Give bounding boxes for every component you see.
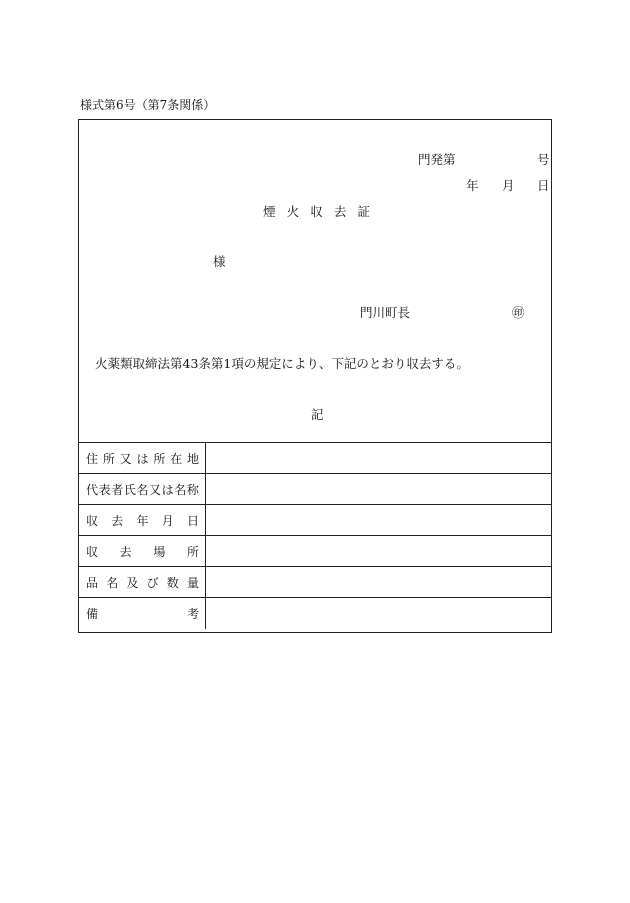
- date-year-label: 年: [466, 178, 479, 193]
- row-label-seizure-date: [79, 505, 206, 535]
- label-char: 所: [186, 544, 199, 559]
- label-char: 考: [186, 607, 199, 621]
- label-char: 量: [186, 575, 199, 590]
- certificate-header-section: [79, 120, 551, 442]
- details-table: [79, 442, 551, 629]
- label-char: 氏: [123, 482, 136, 497]
- form-number: 様式第6号（第7条関係）: [80, 98, 216, 112]
- body-text: 火薬類取締法第43条第1項の規定により、下記のとおり収去する。: [95, 356, 469, 371]
- title-char: 去: [333, 204, 347, 219]
- label-char: 表: [98, 482, 111, 497]
- row-value-item-quantity[interactable]: [206, 567, 551, 597]
- row-label-representative: [79, 474, 206, 504]
- label-char: 在: [170, 451, 183, 466]
- title-char: 証: [357, 204, 370, 219]
- doc-number-suffix: 号: [537, 152, 550, 167]
- date-day-label: 日: [537, 178, 550, 193]
- label-char: 備: [86, 607, 99, 621]
- row-value-address[interactable]: [206, 443, 551, 473]
- addressee-suffix: 様: [213, 254, 226, 269]
- label-char: 名: [106, 575, 119, 590]
- label-char: 住: [86, 451, 99, 466]
- row-value-representative[interactable]: [206, 474, 551, 504]
- table-row: [79, 505, 551, 536]
- row-value-seizure-place[interactable]: [206, 536, 551, 566]
- label-char: 者: [111, 482, 124, 497]
- row-value-seizure-date[interactable]: [206, 505, 551, 535]
- row-value-remarks[interactable]: [206, 598, 551, 629]
- label-char: 去: [111, 513, 124, 528]
- date-month-label: 月: [502, 178, 515, 193]
- label-char: 代: [86, 482, 99, 497]
- certificate-frame: [78, 119, 552, 633]
- issuer-name: 門川町長: [360, 305, 411, 320]
- table-row: [79, 443, 551, 474]
- label-char: び: [146, 575, 159, 590]
- label-char: 去: [119, 544, 132, 559]
- label-char: 収: [86, 544, 99, 559]
- certificate-title: [263, 202, 370, 220]
- label-char: 月: [161, 513, 174, 528]
- label-char: は: [161, 482, 174, 497]
- row-label-item-quantity: [79, 567, 206, 597]
- label-char: 地: [186, 451, 199, 466]
- label-char: 又: [149, 482, 162, 497]
- label-char: 場: [153, 544, 166, 559]
- label-char: 日: [186, 513, 199, 528]
- label-char: 名: [136, 482, 149, 497]
- row-label-address: [79, 443, 206, 473]
- table-row: [79, 474, 551, 505]
- seal-mark: ㊞: [512, 305, 525, 320]
- title-char: 収: [310, 204, 323, 219]
- table-row: [79, 567, 551, 598]
- title-char: 火: [286, 204, 300, 219]
- label-char: 年: [136, 513, 149, 528]
- label-char: 収: [86, 513, 99, 528]
- doc-number-prefix: 門発第: [418, 152, 456, 167]
- table-row: [79, 598, 551, 629]
- row-label-seizure-place: [79, 536, 206, 566]
- label-char: は: [136, 451, 149, 466]
- table-row: [79, 536, 551, 567]
- label-char: 品: [86, 575, 99, 590]
- ki-label: 記: [311, 407, 324, 422]
- label-char: 又: [119, 451, 132, 466]
- label-char: 名: [174, 482, 187, 497]
- label-char: 所: [153, 451, 166, 466]
- label-char: 及: [126, 575, 139, 590]
- label-char: 数: [166, 575, 179, 590]
- label-char: 所: [102, 451, 115, 466]
- row-label-remarks: [79, 598, 206, 629]
- title-char: 煙: [263, 204, 276, 219]
- label-char: 称: [186, 482, 199, 497]
